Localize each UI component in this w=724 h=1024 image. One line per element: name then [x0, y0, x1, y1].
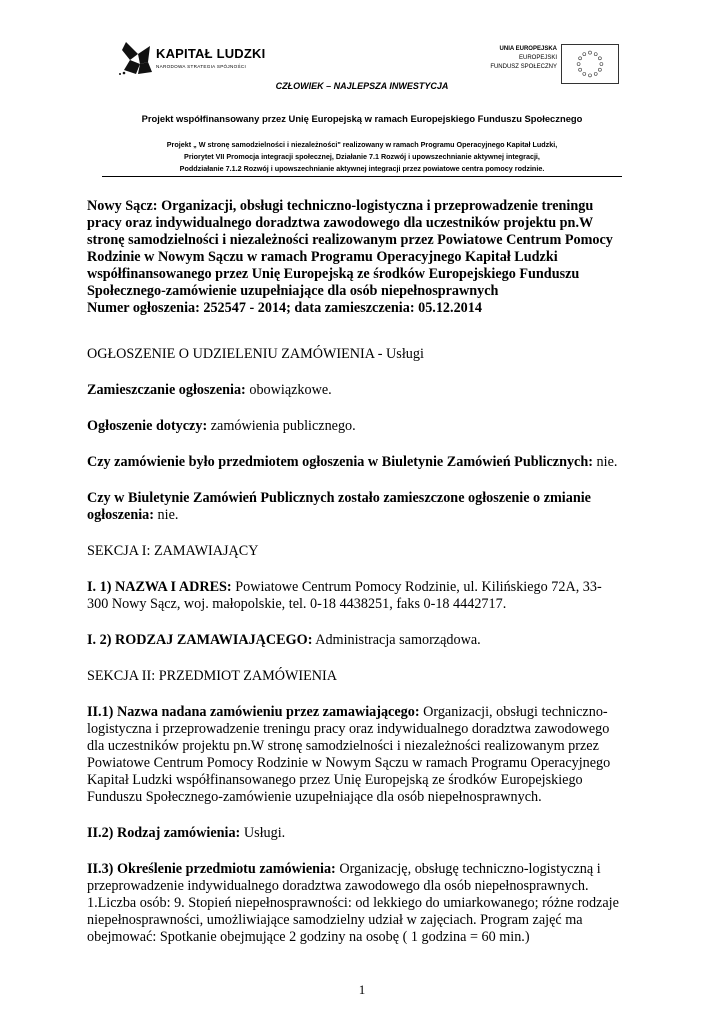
page-number: 1	[358, 982, 366, 997]
section-2-title: SEKCJA II: PRZEDMIOT ZAMÓWIENIA	[87, 668, 337, 684]
name-address-field	[87, 579, 632, 613]
name-address-line1	[87, 579, 632, 596]
order-name-line: Powiatowe Centrum Pomocy Rodzinie w Nowym Sączu w ramach Programu Operacyjnego	[87, 755, 611, 771]
bzp-change-value: nie.	[154, 507, 179, 523]
order-subject-line: niepełnosprawności, umożliwiające samodzielny udział w zajęciach. Program zajęć ma	[87, 912, 583, 928]
order-subject-line: przeprowadzenie indywidualnego doradztwa zawodowego dla osób niepełnosprawnych.	[87, 878, 589, 894]
order-kind-value: Usługi.	[240, 825, 286, 841]
eu-logo	[483, 44, 619, 86]
order-kind-label: II.2) Rodzaj zamówienia:	[87, 825, 241, 841]
intro-line: pracy oraz indywidualnego doradztwa zawodowego dla uczestników projektu pn.W	[87, 215, 594, 231]
project-line-2: Priorytet VII Promocja integracji społecznej, Działanie 7.1 Rozwój i upowszechnianie aktywnej integracji,	[184, 152, 540, 161]
contracting-type-field	[87, 632, 632, 649]
concerns-value: zamówienia publicznego.	[207, 418, 356, 434]
order-subject-label: II.3) Określenie przedmiotu zamówienia:	[87, 861, 336, 877]
intro-line: Rodzinie w Nowym Sączu w ramach Programu Operacyjnego Kapitał Ludzki	[87, 249, 558, 265]
intro-line: Społecznego-zamówienie uzupełniające dla osób niepełnosprawnych	[87, 283, 499, 299]
contracting-type-label: I. 2) RODZAJ ZAMAWIAJĄCEGO:	[87, 632, 313, 648]
intro-line: współfinansowanego przez Unię Europejską ze środków Europejskiego Funduszu	[87, 266, 580, 282]
placement-value: obowiązkowe.	[245, 382, 332, 398]
name-address-value-1: Powiatowe Centrum Pomocy Rodzinie, ul. Kilińskiego 72A, 33-	[231, 579, 602, 595]
kapital-ludzki-logo	[118, 40, 268, 82]
eu-flag-icon	[561, 44, 619, 84]
name-address-label: I. 1) NAZWA I ADRES:	[87, 579, 232, 595]
bzp-change-label-2: ogłoszenia:	[87, 507, 154, 523]
order-subject-field	[87, 861, 632, 946]
intro-heading	[87, 198, 632, 317]
bzp-change-field	[87, 490, 632, 524]
kapital-ludzki-mark-icon	[118, 40, 154, 76]
kapital-ludzki-title: KAPITAŁ LUDZKI	[156, 46, 266, 61]
intro-line: stronę samodzielności i niezależności realizowanym przez Powiatowe Centrum Pomocy	[87, 232, 613, 248]
order-subject-line: obejmować: Spotkanie obejmujące 2 godziny na osobę ( 1 godzina = 60 min.)	[87, 929, 530, 945]
motto: CZŁOWIEK – NAJLEPSZA INWESTYCJA	[275, 81, 449, 91]
project-line-3: Poddziałanie 7.1.2 Rozwój i upowszechnianie aktywnej integracji przez powiatowe centra pomocy rodzinie.	[179, 164, 545, 173]
order-name-line1	[87, 704, 632, 721]
bzp-change-line2	[87, 507, 632, 524]
eu-logo-line1: UNIA EUROPEJSKA	[499, 46, 557, 52]
order-name-label: II.1) Nazwa nadana zamówieniu przez zamawiającego:	[87, 704, 420, 720]
order-name-field	[87, 704, 632, 806]
section-1-title: SEKCJA I: ZAMAWIAJĄCY	[87, 543, 259, 559]
intro-line: Nowy Sącz: Organizacji, obsługi techniczno-logistyczna i przeprowadzenie treningu	[87, 198, 594, 214]
order-name-line: logistyczna i przeprowadzenie treningu pracy oraz indywidualnego doradztwa zawodowego	[87, 721, 610, 737]
eu-logo-line2: EUROPEJSKI	[518, 55, 557, 61]
header-divider	[102, 176, 622, 177]
bzp-value: nie.	[592, 454, 618, 470]
contracting-type-value: Administracja samorządowa.	[312, 632, 481, 648]
page-header	[0, 0, 724, 190]
order-name-line: Funduszu Społecznego-zamówienie uzupełniające dla osób niepełnosprawnych.	[87, 789, 542, 805]
eu-logo-text	[467, 45, 557, 72]
concerns-label: Ogłoszenie dotyczy:	[87, 418, 208, 434]
order-name-line: Kapitał Ludzki współfinansowanego przez Unię Europejską ze środków Europejskiego	[87, 772, 583, 788]
bzp-change-label: Czy w Biuletynie Zamówień Publicznych zostało zamieszczone ogłoszenie o zmianie	[87, 490, 591, 506]
placement-field	[87, 382, 632, 399]
cofinanced-line: Projekt współfinansowany przez Unię Europejską w ramach Europejskiego Funduszu Społecznego	[141, 113, 583, 124]
document-body	[87, 198, 632, 965]
order-subject-line1	[87, 861, 632, 878]
name-address-value-2: 300 Nowy Sącz, woj. małopolskie, tel. 0-18 4438251, faks 0-18 4442717.	[87, 596, 507, 612]
kapital-ludzki-subtitle: NARODOWA STRATEGIA SPÓJNOŚCI	[156, 64, 247, 69]
order-subject-line: 1.Liczba osób: 9. Stopień niepełnosprawności: od lekkiego do umiarkowanego; różne rodzaje	[87, 895, 619, 911]
order-kind-field	[87, 825, 632, 842]
order-name-line: dla uczestników projektu pn.W stronę samodzielności i niezależności realizowanym przez	[87, 738, 599, 754]
eu-logo-line3: FUNDUSZ SPOŁECZNY	[490, 64, 557, 70]
bzp-label: Czy zamówienie było przedmiotem ogłoszenia w Biuletynie Zamówień Publicznych:	[87, 454, 593, 470]
bzp-field	[87, 454, 632, 471]
project-line-1: Projekt „ W stronę samodzielności i niezależności" realizowany w ramach Programu Operacyjnego Kapitał Ludzki,	[166, 140, 558, 149]
intro-line: Numer ogłoszenia: 252547 - 2014; data zamieszczenia: 05.12.2014	[87, 300, 482, 316]
order-subject-value-1: Organizację, obsługę techniczno-logistyczną i	[335, 861, 601, 877]
notice-title: OGŁOSZENIE O UDZIELENIU ZAMÓWIENIA - Usługi	[87, 346, 424, 362]
order-name-value-1: Organizacji, obsługi techniczno-	[419, 704, 608, 720]
placement-label: Zamieszczanie ogłoszenia:	[87, 382, 246, 398]
concerns-field	[87, 418, 632, 435]
